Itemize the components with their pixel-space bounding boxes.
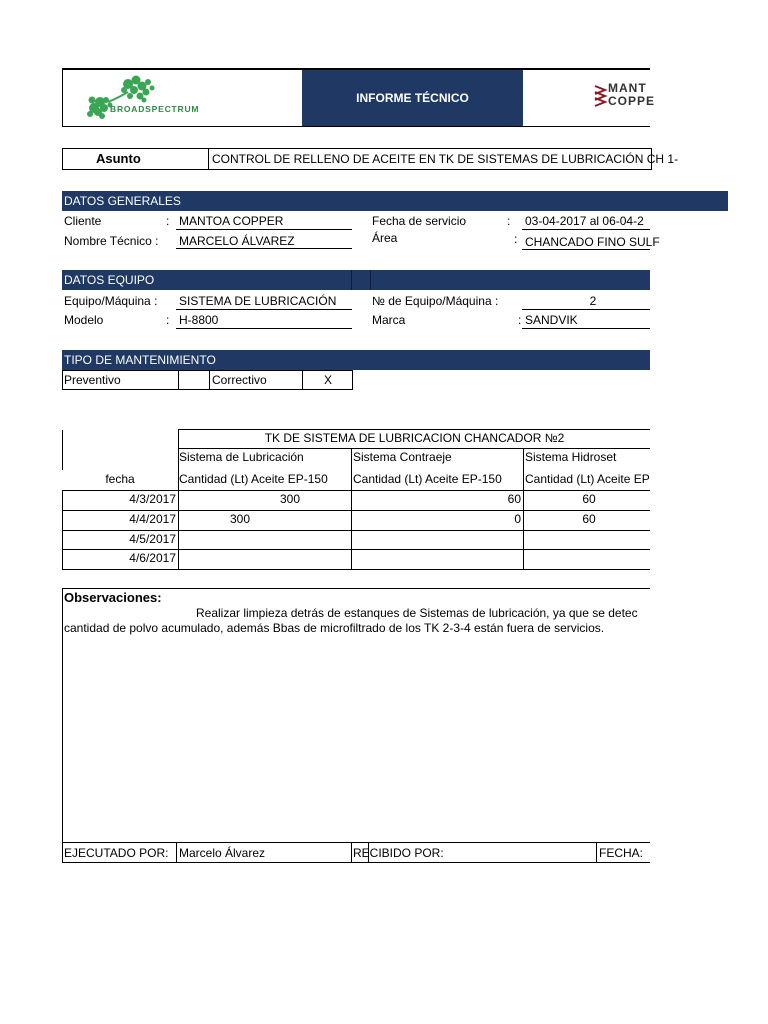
row-1-fecha: 4/3/2017 [129,492,176,506]
observaciones-top-border [62,588,650,589]
header-left-border [62,68,63,126]
mantos-logo-line2: COPPE [608,94,656,108]
report-title: INFORME TÉCNICO [356,91,469,105]
broadspectrum-logo [84,72,224,124]
fecha-servicio-colon: : [507,214,511,228]
footer-fecha-label: FECHA: [599,846,644,860]
report-title-banner [302,70,523,126]
correctivo-checkbox[interactable]: X [323,373,332,387]
svg-text:BROADSPECTRUM: BROADSPECTRUM [110,104,200,114]
footer-bottom-border [62,862,650,863]
system-contraeje-header: Sistema Contraeje [353,450,452,464]
tecnico-underline [176,248,352,249]
cliente-label: Cliente [64,214,102,228]
broadspectrum-leaf-icon [84,72,224,124]
row-1-contra: 60 [507,492,521,506]
equipo-value: SISTEMA DE LUBRICACIÓN [179,294,337,308]
modelo-value: H-8800 [179,313,219,327]
fecha-servicio-underline [522,229,650,230]
row-2-lub: 300 [230,512,251,526]
system-hidroset-header: Sistema Hidroset [525,450,617,464]
observaciones-left-border [62,588,63,863]
area-underline [522,249,650,250]
mantos-logo-line1: MANT [608,81,647,95]
observaciones-label: Observaciones: [64,590,162,605]
equipo-underline [176,309,352,310]
row-3-fecha: 4/5/2017 [129,532,176,546]
marca-colon: : [518,313,522,327]
footer-div-1 [176,842,177,863]
modelo-underline [176,328,352,329]
preventivo-label: Preventivo [64,373,121,387]
ejecutado-label: EJECUTADO POR: [64,846,169,860]
tipo-mantenimiento-header: TIPO DE MANTENIMIENTO [62,350,650,370]
correctivo-label: Correctivo [212,373,267,387]
asunto-value: CONTROL DE RELLENO DE ACEITE EN TK DE SISTEMAS DE LUBRICACIÓN CH 1- [212,152,679,166]
table-col-3 [523,448,524,570]
area-value: CHANCADO FINO SULF [525,235,660,249]
fecha-servicio-value: 03-04-2017 al 06-04-2 [525,214,644,228]
fecha-header: fecha [105,472,135,486]
modelo-colon: : [166,313,170,327]
cliente-colon: : [166,214,170,228]
mantenimiento-div-2 [209,370,210,390]
mantenimiento-div-1 [178,370,179,390]
fecha-servicio-label: Fecha de servicio [372,214,467,228]
observaciones-line-1: Realizar limpieza detrás de estanques de Sistemas de lubricación, ya que se detec [196,606,638,620]
row-1-hidro: 60 [582,492,596,506]
header-bottom-border [62,126,650,127]
cliente-underline [176,229,352,230]
system-lubricacion-header: Sistema de Lubricación [179,450,304,464]
ejecutado-value: Marcelo Álvarez [179,846,266,860]
tecnico-value: MARCELO ÁLVAREZ [179,234,295,248]
datos-generales-header: DATOS GENERALES [62,191,728,211]
asunto-divider [208,148,209,170]
modelo-label: Modelo [64,313,104,327]
num-equipo-underline [522,309,650,310]
datos-equipo-header: DATOS EQUIPO [62,270,650,290]
equipo-label: Equipo/Máquina : [64,294,158,308]
marca-underline [522,328,650,329]
qty-header-contra: Cantidad (Lt) Aceite EP-150 [353,472,502,486]
asunto-label: Asunto [96,151,141,166]
row-2-hidro: 60 [582,512,596,526]
area-colon: : [514,232,518,246]
marca-label: Marca [372,313,406,327]
num-equipo-label: № de Equipo/Máquina : [372,294,499,308]
num-equipo-value: 2 [589,294,597,308]
row-1-lub: 300 [279,492,301,506]
qty-header-lub: Cantidad (Lt) Aceite EP-150 [179,472,328,486]
datos-equipo-header-divider-1 [351,270,352,290]
row-4-fecha: 4/6/2017 [129,551,176,565]
row-4-border [62,569,650,570]
marca-value: SANDVIK [525,313,578,327]
table-left-border [62,430,63,470]
table-title: TK DE SISTEMA DE LUBRICACION CHANCADOR №2 [264,431,565,445]
table-col-2 [351,448,352,570]
row-2-contra: 0 [514,512,521,526]
recibido-label: RECIBIDO POR: [353,846,444,860]
footer-div-2 [351,842,352,863]
mantos-copper-mark-icon [594,84,606,108]
footer-div-4 [596,842,597,863]
datos-equipo-header-divider-2 [370,270,371,290]
mantos-copper-logo [594,81,656,112]
cliente-value: MANTOA COPPER [179,214,284,228]
row-2-fecha: 4/4/2017 [129,512,176,526]
observaciones-line-2: cantidad de polvo acumulado, además Bbas de microfiltrado de los TK 2-3-4 están fuera de servicios. [64,621,605,635]
tecnico-label: Nombre Técnico : [64,234,159,248]
area-label: Área [372,231,398,245]
footer-top-border [62,842,650,843]
qty-header-hidro: Cantidad (Lt) Aceite EP [525,472,650,486]
